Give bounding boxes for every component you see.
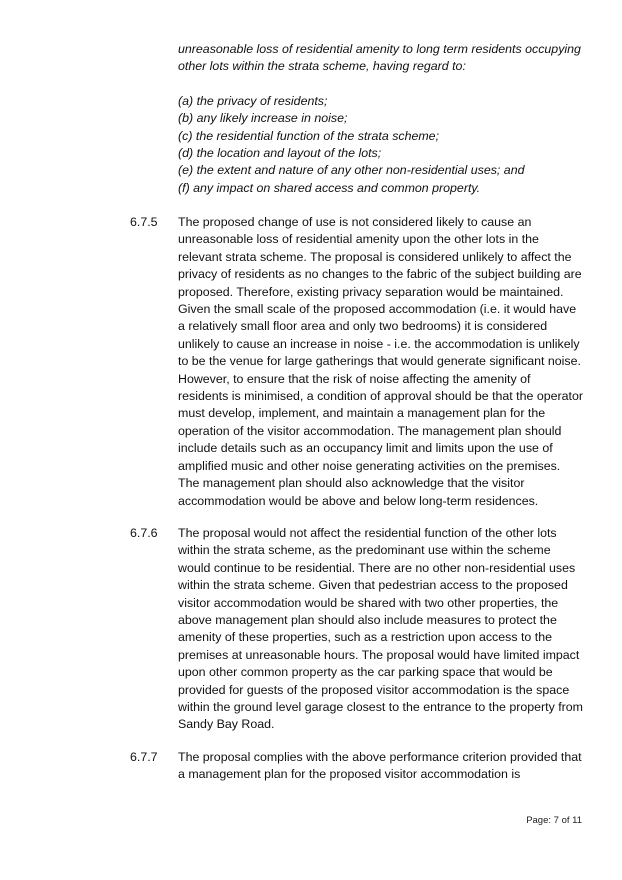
performance-criterion-excerpt xyxy=(178,41,598,197)
paragraph-text: The proposal would not affect the residential function of the other lots within the strata scheme, as the predominant use within the scheme would continue to be residential. There are no other non-residential uses within the strata scheme. Given that pedestrian access to the proposed visitor accommodation would be shared with two other properties, the above management plan should also include measures to protect the amenity of these properties, such as a restriction upon access to the premises at unreasonable hours. The proposal would have limited impact upon other common property as the car parking space that would be provided for guests of the proposed visitor accommodation is the space within the ground level garage closest to the entrance to the property from Sandy Bay Road. xyxy=(178,526,583,732)
criterion-intro: unreasonable loss of residential amenity to long term residents occupying other lots within the strata scheme, having regard to: xyxy=(178,42,581,74)
criteria-item: (b) any likely increase in noise; xyxy=(178,111,348,126)
paragraph-number: 6.7.7 xyxy=(130,750,158,764)
criteria-item: (d) the location and layout of the lots; xyxy=(178,146,382,161)
paragraph-number: 6.7.6 xyxy=(130,526,158,540)
criteria-item: (a) the privacy of residents; xyxy=(178,93,328,108)
criteria-item: (e) the extent and nature of any other non-residential uses; and xyxy=(178,163,525,178)
paragraph-text: The proposal complies with the above performance criterion provided that a management plan for the proposed visitor accommodation is xyxy=(178,750,582,782)
paragraph-number: 6.7.5 xyxy=(130,215,158,229)
page-number-footer: Page: 7 of 11 xyxy=(526,815,582,826)
criteria-item: (f) any impact on shared access and common property. xyxy=(178,180,481,195)
criteria-item: (c) the residential function of the strata scheme; xyxy=(178,128,440,143)
paragraph-text: The proposed change of use is not considered likely to cause an unreasonable loss of residential amenity upon the other lots in the relevant strata scheme. The proposal is considered unlikely to affect the privacy of residents as no changes to the fabric of the subject building are proposed. Therefore, existing privacy separation would be maintained. Given the small scale of the proposed accommodation (i.e. it would have a relatively small floor area and only two bedrooms) it is considered unlikely to cause an increase in noise - i.e. the accommodation is unlikely to be the venue for large gatherings that would generate significant noise. However, to ensure that the risk of noise affecting the amenity of residents is minimised, a condition of approval should be that the operator must develop, implement, and maintain a management plan for the operation of the visitor accommodation. The management plan should include details such as an occupancy limit and limits upon the use of amplified music and other noise generating activities on the premises. The management plan should also acknowledge that the visitor accommodation would be above and below long-term residences. xyxy=(178,215,583,508)
criteria-list xyxy=(178,93,598,197)
